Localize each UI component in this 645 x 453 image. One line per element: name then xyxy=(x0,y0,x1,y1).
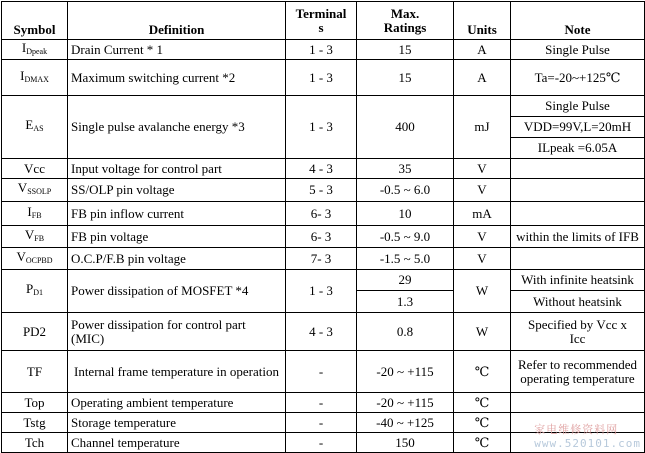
unit-cell: A xyxy=(454,40,511,60)
note-cell xyxy=(511,313,645,351)
table-row xyxy=(2,159,645,179)
terminals-cell: 7- 3 xyxy=(286,248,357,270)
symbol-cell: PD2 xyxy=(2,313,68,351)
header-definition: Definition xyxy=(68,2,286,40)
symbol-cell: TF xyxy=(2,351,68,393)
header-symbol: Symbol xyxy=(2,2,68,40)
absolute-max-ratings-table xyxy=(1,1,645,453)
table-row xyxy=(2,96,645,159)
note-line: operating temperature xyxy=(520,370,635,386)
terminals-cell: - xyxy=(286,413,357,433)
table-row xyxy=(2,270,645,313)
header-ratings: Max. Ratings xyxy=(357,2,454,40)
definition-cell: Power dissipation for control part (MIC) xyxy=(68,313,286,351)
note-line: Refer to recommended xyxy=(517,356,638,372)
note-line: ILpeak =6.05A xyxy=(511,137,644,158)
terminals-cell: 6- 3 xyxy=(286,202,357,226)
definition-cell: Power dissipation of MOSFET *4 xyxy=(68,270,286,313)
note-cell xyxy=(511,202,645,226)
header-terminals: Terminal s xyxy=(286,2,357,40)
rating-cell: 15 xyxy=(357,40,454,60)
rating-cell: -1.5 ~ 5.0 xyxy=(357,248,454,270)
unit-cell: mA xyxy=(454,202,511,226)
header-note: Note xyxy=(511,2,645,40)
rating-without-heatsink: 1.3 xyxy=(357,290,453,312)
rating-cell: 15 xyxy=(357,60,454,96)
terminals-cell: - xyxy=(286,351,357,393)
unit-cell: V xyxy=(454,179,511,202)
symbol-cell: $V_{SSOLP}$ xyxy=(2,179,68,202)
terminals-cell: 6- 3 xyxy=(286,226,357,248)
terminals-cell: 1 - 3 xyxy=(286,60,357,96)
terminals-cell: - xyxy=(286,393,357,413)
symbol-cell: $I_{DMAX}$ xyxy=(2,60,68,96)
unit-cell: V xyxy=(454,159,511,179)
note-cell: Ta=-20~+125℃ xyxy=(511,60,645,96)
table-row xyxy=(2,226,645,248)
symbol-cell: $I_{FB}$ xyxy=(2,202,68,226)
rating-cell: -40 ~ +125 xyxy=(357,413,454,433)
rating-cell: -0.5 ~ 6.0 xyxy=(357,179,454,202)
rating-with-heatsink: 29 xyxy=(398,272,412,287)
symbol-cell: $E_{AS}$ xyxy=(2,96,68,159)
table-row xyxy=(2,60,645,96)
symbol-cell: $I_{Dpeak}$ xyxy=(2,40,68,60)
watermark-line-2: www.520101.com xyxy=(534,437,641,450)
definition-cell: Channel temperature xyxy=(68,433,286,453)
note-cell: Single Pulse xyxy=(511,40,645,60)
terminals-cell: 1 - 3 xyxy=(286,40,357,60)
table-row xyxy=(2,313,645,351)
note-cell xyxy=(511,179,645,202)
rating-cell: 0.8 xyxy=(357,313,454,351)
symbol-cell: Tch xyxy=(2,433,68,453)
note-cell xyxy=(511,351,645,393)
rating-cell: -0.5 ~ 9.0 xyxy=(357,226,454,248)
watermark xyxy=(534,421,641,450)
terminals-cell: 1 - 3 xyxy=(286,96,357,159)
table-row xyxy=(2,179,645,202)
unit-cell: ℃ xyxy=(454,413,511,433)
symbol-cell: Vcc xyxy=(2,159,68,179)
table-row xyxy=(2,248,645,270)
note-line: Single Pulse xyxy=(545,98,610,113)
note-cell: within the limits of IFB xyxy=(511,226,645,248)
definition-cell: O.C.P/F.B pin voltage xyxy=(68,248,286,270)
symbol-cell: Tstg xyxy=(2,413,68,433)
rating-cell: 10 xyxy=(357,202,454,226)
rating-cell: 150 xyxy=(357,433,454,453)
table-row xyxy=(2,40,645,60)
definition-cell: SS/OLP pin voltage xyxy=(68,179,286,202)
unit-cell: V xyxy=(454,248,511,270)
note-cell xyxy=(511,393,645,413)
definition-cell: FB pin voltage xyxy=(68,226,286,248)
note-line: Icc xyxy=(569,330,586,346)
unit-cell: W xyxy=(454,270,511,313)
terminals-cell: 4 - 3 xyxy=(286,159,357,179)
unit-cell: mJ xyxy=(454,96,511,159)
note-line: With infinite heatsink xyxy=(521,272,634,287)
symbol-cell: Top xyxy=(2,393,68,413)
symbol-cell: $P_{D1}$ xyxy=(2,270,68,313)
note-cell xyxy=(511,248,645,270)
definition-cell: Input voltage for control part xyxy=(68,159,286,179)
definition-cell: Maximum switching current *2 xyxy=(68,60,286,96)
table-row xyxy=(2,393,645,413)
terminals-cell: - xyxy=(286,433,357,453)
unit-cell: ℃ xyxy=(454,433,511,453)
symbol-cell: $V_{OCPBD}$ xyxy=(2,248,68,270)
unit-cell: W xyxy=(454,313,511,351)
definition-cell: FB pin inflow current xyxy=(68,202,286,226)
unit-cell: A xyxy=(454,60,511,96)
definition-cell: Storage temperature xyxy=(68,413,286,433)
rating-cell: 400 xyxy=(357,96,454,159)
note-line: Specified by Vcc x xyxy=(527,316,628,332)
rating-cell: -20 ~ +115 xyxy=(357,393,454,413)
definition-cell: Operating ambient temperature xyxy=(68,393,286,413)
definition-cell: Internal frame temperature in operation xyxy=(68,351,286,393)
unit-cell: V xyxy=(454,226,511,248)
symbol-cell: $V_{FB}$ xyxy=(2,226,68,248)
note-cell xyxy=(511,96,645,159)
header-units: Units xyxy=(454,2,511,40)
header-row xyxy=(2,2,645,40)
note-line: VDD=99V,L=20mH xyxy=(511,116,644,137)
unit-cell: ℃ xyxy=(454,351,511,393)
terminals-cell: 1 - 3 xyxy=(286,270,357,313)
rating-cell xyxy=(357,270,454,313)
watermark-line-1: 家电维修资料网 xyxy=(534,423,619,436)
terminals-cell: 4 - 3 xyxy=(286,313,357,351)
note-cell xyxy=(511,159,645,179)
unit-cell: ℃ xyxy=(454,393,511,413)
rating-cell: -20 ~ +115 xyxy=(357,351,454,393)
note-line: Without heatsink xyxy=(511,290,644,312)
definition-cell: Drain Current * 1 xyxy=(68,40,286,60)
note-cell xyxy=(511,270,645,313)
definition-cell: Single pulse avalanche energy *3 xyxy=(68,96,286,159)
rating-cell: 35 xyxy=(357,159,454,179)
terminals-cell: 5 - 3 xyxy=(286,179,357,202)
table-row xyxy=(2,351,645,393)
table-row xyxy=(2,202,645,226)
